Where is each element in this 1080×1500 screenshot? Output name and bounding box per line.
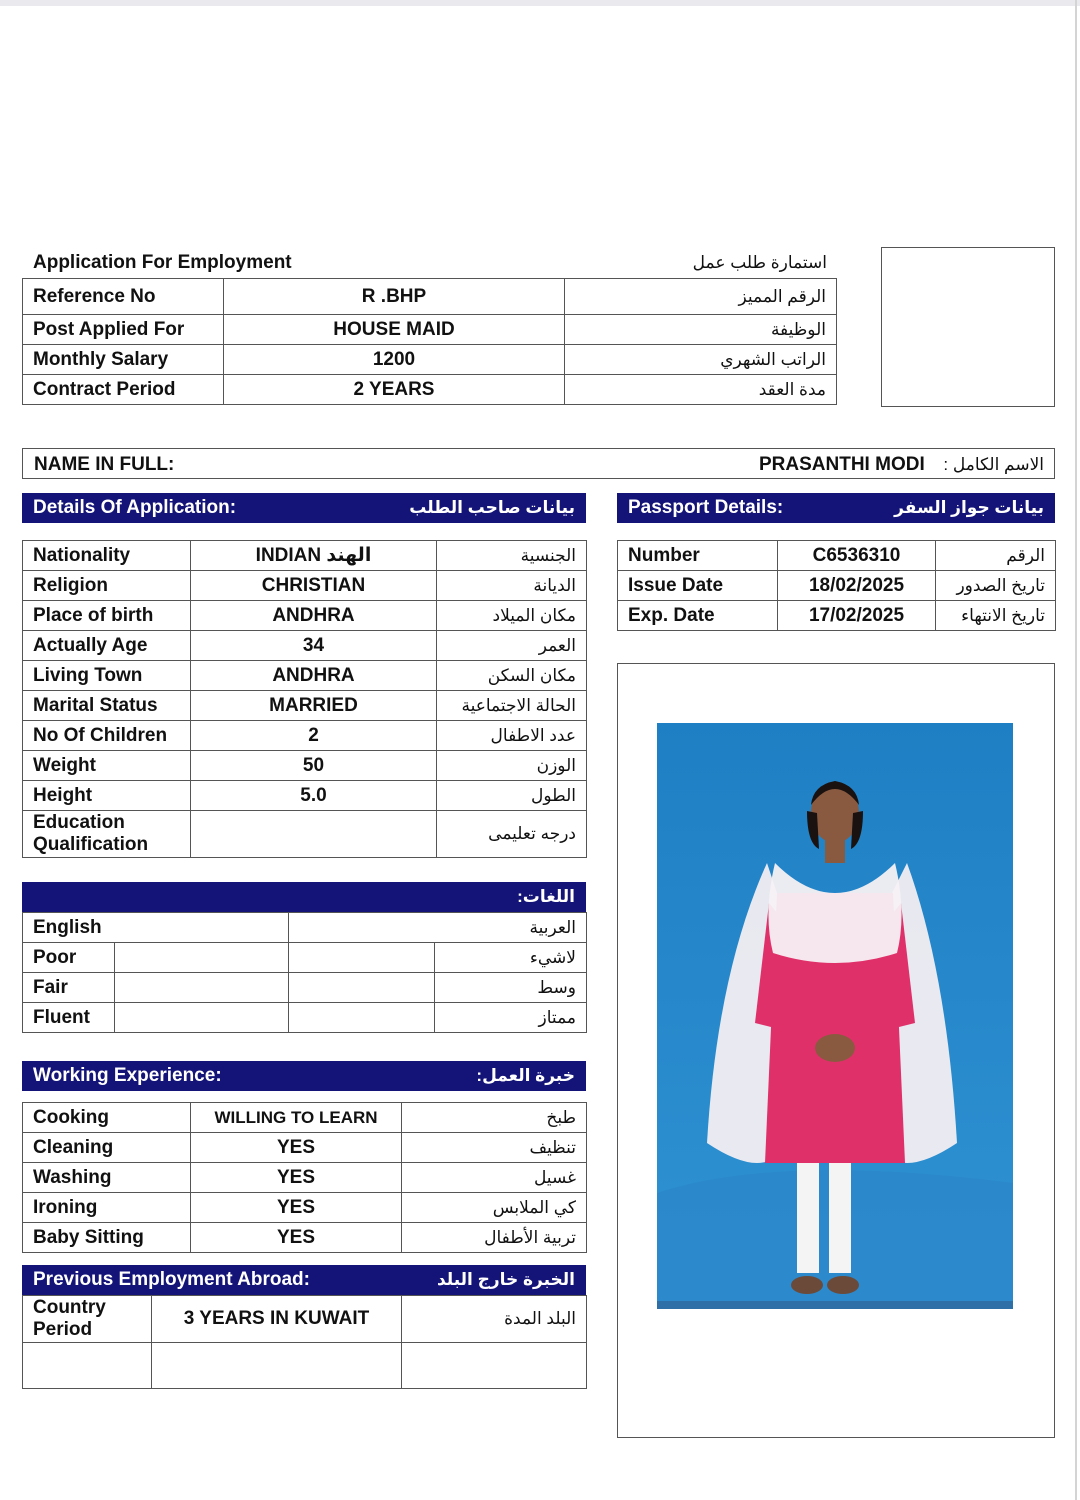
experience-table [22,1102,587,1253]
languages-header [22,882,586,912]
age-label-ar: العمر [437,631,587,661]
table-row [23,943,587,973]
empty-cell [402,1343,587,1389]
education-label: Education Qualification [23,811,191,858]
cooking-label-ar: طبخ [402,1103,587,1133]
washing-label-ar: غسيل [402,1163,587,1193]
height-label: Height [23,781,191,811]
salary-value: 1200 [224,345,565,375]
issue-date-label: Issue Date [618,571,778,601]
lang-fluent-arabic-cell [289,1003,435,1033]
place-of-birth-label: Place of birth [23,601,191,631]
details-table [22,540,587,858]
table-row [23,661,587,691]
lang-fair-arabic-cell [289,973,435,1003]
religion-label: Religion [23,571,191,601]
name-label-ar: الاسم الكامل : [943,455,1044,474]
details-title-ar: بيانات صاحب الطلب [409,498,575,517]
table-row [23,1296,587,1343]
education-label-ar: درجه تعليمى [437,811,587,858]
table-row [23,721,587,751]
cleaning-value: YES [191,1133,402,1163]
experience-title: Working Experience: [33,1065,222,1086]
table-row [23,631,587,661]
right-edge [1075,0,1077,1500]
languages-table [22,912,587,1033]
reference-value: R .BHP [224,279,565,315]
contract-label-ar: مدة العقد [565,375,837,405]
table-row [23,1103,587,1133]
abroad-title: Previous Employment Abroad: [33,1269,310,1290]
marital-status-value: MARRIED [191,691,437,721]
marital-status-label-ar: الحالة الاجتماعية [437,691,587,721]
lang-poor-label-ar: لاشيء [435,943,587,973]
passport-table [617,540,1056,631]
marital-status-label: Marital Status [23,691,191,721]
country-period-label-ar: البلد المدة [402,1296,587,1343]
lang-fair-label-ar: وسط [435,973,587,1003]
table-row [23,345,837,375]
lang-fluent-label-ar: ممتاز [435,1003,587,1033]
post-label-ar: الوظيفة [565,315,837,345]
small-photo-box [881,247,1055,407]
passport-header [617,493,1055,523]
table-row [23,1133,587,1163]
salary-label: Monthly Salary [23,345,224,375]
issue-date-value: 18/02/2025 [778,571,936,601]
table-row [23,601,587,631]
place-of-birth-value: ANDHRA [191,601,437,631]
lang-poor-arabic-cell [289,943,435,973]
table-row [23,1193,587,1223]
living-town-label: Living Town [23,661,191,691]
table-row [23,811,587,858]
ironing-label: Ironing [23,1193,191,1223]
top-edge [0,0,1080,6]
table-row [23,541,587,571]
weight-label-ar: الوزن [437,751,587,781]
education-value [191,811,437,858]
top-table [22,278,837,405]
issue-date-label-ar: تاريخ الصدور [936,571,1056,601]
table-row [23,375,837,405]
children-label: No Of Children [23,721,191,751]
details-header [22,493,586,523]
table-row [23,1343,587,1389]
age-label: Actually Age [23,631,191,661]
lang-fluent-english-cell [115,1003,289,1033]
lang-english-label: English [23,913,289,943]
photo-frame [617,663,1055,1438]
abroad-table [22,1295,587,1389]
contract-value: 2 YEARS [224,375,565,405]
salary-label-ar: الراتب الشهري [565,345,837,375]
children-value: 2 [191,721,437,751]
nationality-label: Nationality [23,541,191,571]
baby-sitting-label-ar: تربية الأطفال [402,1223,587,1253]
cleaning-label: Cleaning [23,1133,191,1163]
table-row [23,913,587,943]
table-row [23,781,587,811]
abroad-title-ar: الخبرة خارج البلد [436,1270,575,1289]
passport-number-label: Number [618,541,778,571]
table-row [23,1003,587,1033]
table-row [23,315,837,345]
exp-date-value: 17/02/2025 [778,601,936,631]
name-row [22,448,1055,479]
cleaning-label-ar: تنظيف [402,1133,587,1163]
table-row [23,973,587,1003]
passport-number-value: C6536310 [778,541,936,571]
lang-poor-label: Poor [23,943,115,973]
washing-value: YES [191,1163,402,1193]
baby-sitting-label: Baby Sitting [23,1223,191,1253]
experience-header [22,1061,586,1091]
table-row [618,541,1056,571]
cooking-value: WILLING TO LEARN [191,1103,402,1133]
table-row [23,571,587,601]
exp-date-label: Exp. Date [618,601,778,631]
nationality-label-ar: الجنسية [437,541,587,571]
name-value: PRASANTHI MODI [759,454,925,475]
contract-label: Contract Period [23,375,224,405]
children-label-ar: عدد الاطفال [437,721,587,751]
height-label-ar: الطول [437,781,587,811]
living-town-label-ar: مكان السكن [437,661,587,691]
applicant-photo [657,723,1013,1309]
living-town-value: ANDHRA [191,661,437,691]
passport-title-ar: بيانات جواز السفر [894,498,1044,517]
exp-date-label-ar: تاريخ الانتهاء [936,601,1056,631]
reference-label-ar: الرقم المميز [565,279,837,315]
experience-title-ar: خبرة العمل: [476,1066,575,1085]
table-row [618,571,1056,601]
abroad-header [22,1265,586,1295]
lang-fluent-label: Fluent [23,1003,115,1033]
ironing-label-ar: كي الملابس [402,1193,587,1223]
religion-label-ar: الديانة [437,571,587,601]
table-row [23,279,837,315]
post-value: HOUSE MAID [224,315,565,345]
weight-label: Weight [23,751,191,781]
religion-value: CHRISTIAN [191,571,437,601]
cooking-label: Cooking [23,1103,191,1133]
lang-arabic-label: العربية [289,913,587,943]
table-row [618,601,1056,631]
lang-poor-english-cell [115,943,289,973]
reference-label: Reference No [23,279,224,315]
details-title: Details Of Application: [33,497,237,518]
age-value: 34 [191,631,437,661]
lang-fair-english-cell [115,973,289,1003]
height-value: 5.0 [191,781,437,811]
form-title-ar: استمارة طلب عمل [692,253,827,272]
name-label: NAME IN FULL: [34,454,175,475]
languages-title-ar: اللغات: [517,887,575,906]
empty-cell [23,1343,152,1389]
table-row [23,751,587,781]
passport-title: Passport Details: [628,497,784,518]
empty-cell [152,1343,402,1389]
nationality-value: INDIAN الهند [191,541,437,571]
form-title-en: Application For Employment [33,252,292,273]
table-row [23,691,587,721]
weight-value: 50 [191,751,437,781]
lang-fair-label: Fair [23,973,115,1003]
baby-sitting-value: YES [191,1223,402,1253]
washing-label: Washing [23,1163,191,1193]
country-period-value: 3 YEARS IN KUWAIT [152,1296,402,1343]
country-period-label: Country Period [23,1296,152,1343]
place-of-birth-label-ar: مكان الميلاد [437,601,587,631]
ironing-value: YES [191,1193,402,1223]
passport-number-label-ar: الرقم [936,541,1056,571]
post-label: Post Applied For [23,315,224,345]
table-row [23,1223,587,1253]
table-row [23,1163,587,1193]
